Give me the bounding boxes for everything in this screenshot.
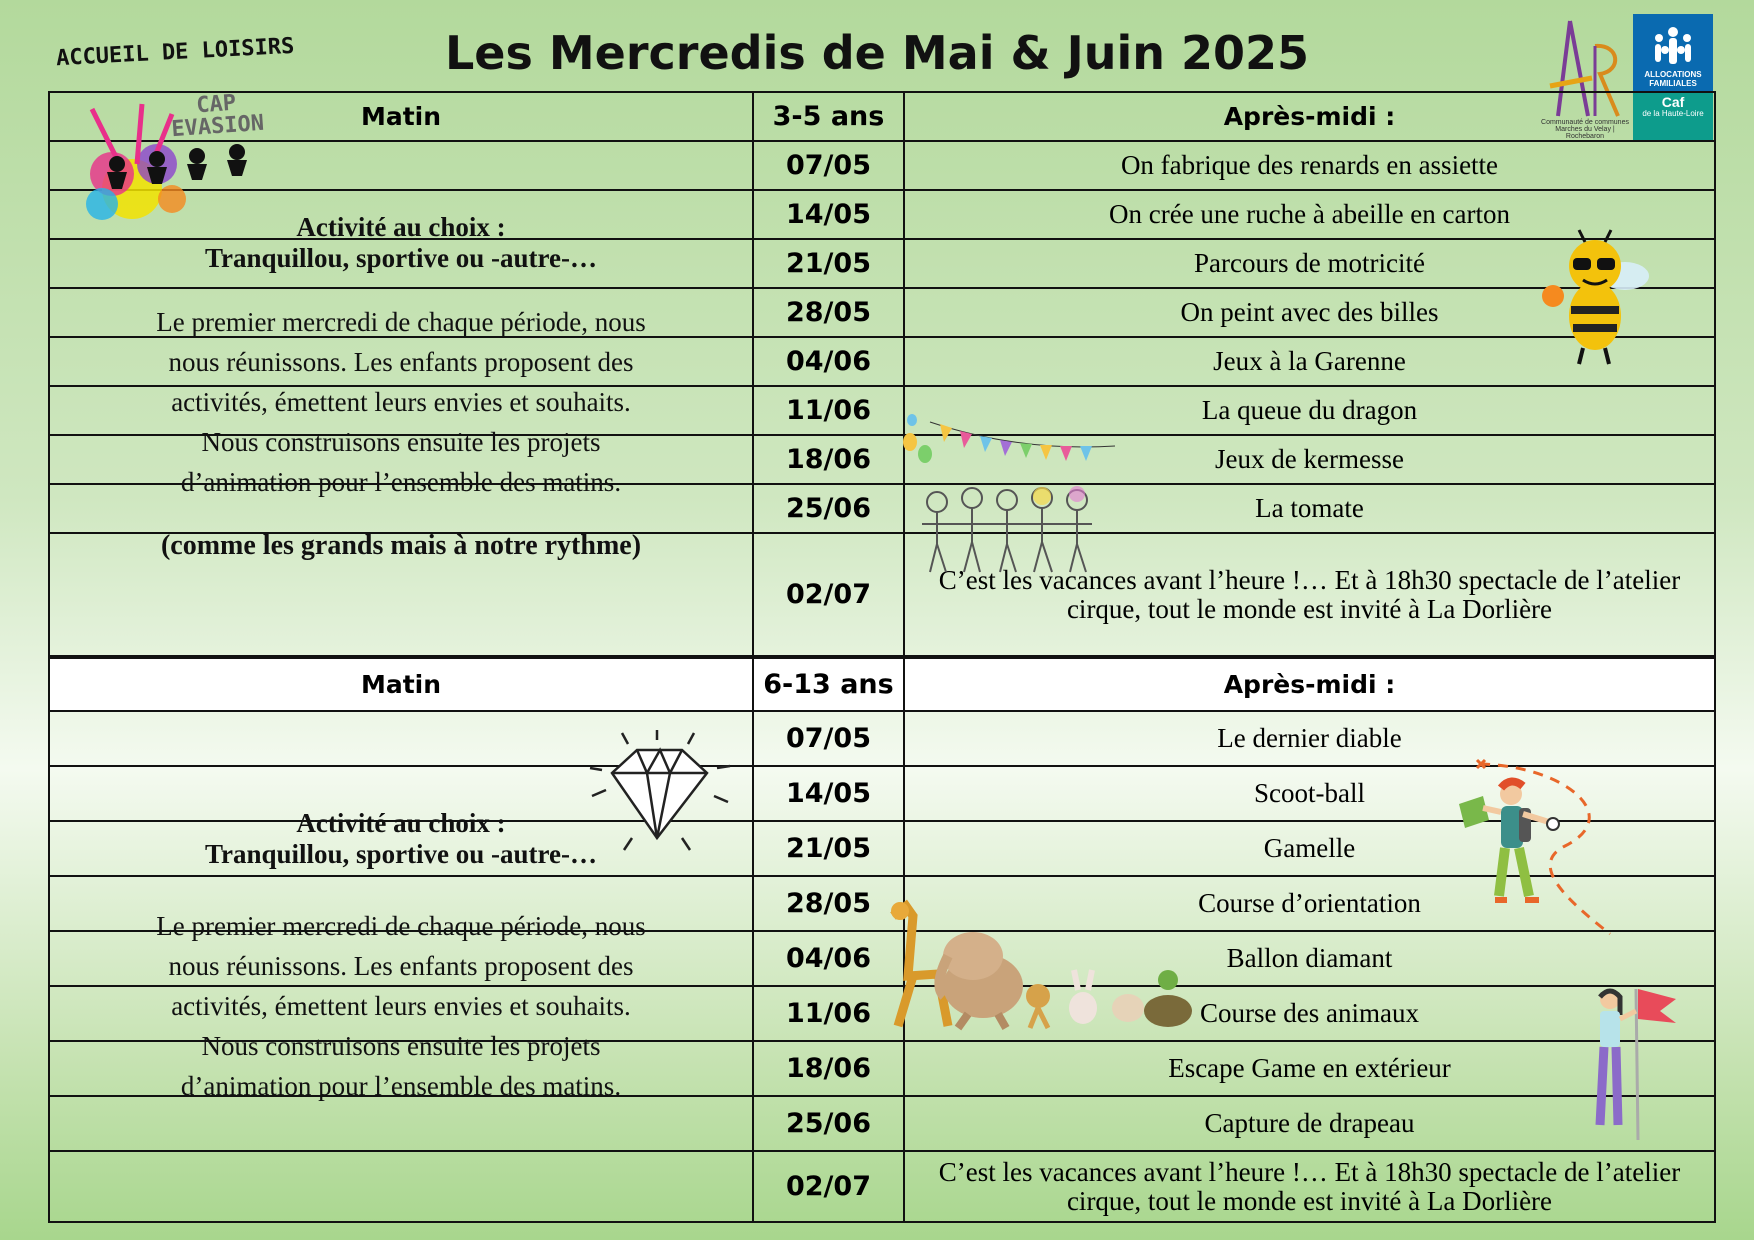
morning-paragraph: Le premier mercredi de chaque période, nous nous réunissons. Les enfants proposent des activités, émettent leurs envies et souhaits. Nous construisons ensuite les projets d’animation pour l’ensemble des matins. <box>156 911 646 1101</box>
row-activity: Course d’orientation <box>1198 888 1421 918</box>
orienteering-icon <box>1445 756 1620 936</box>
caf-tagline: ALLOCATIONS FAMILIALES <box>1644 70 1702 88</box>
row-activity: C’est les vacances avant l’heure !… Et à 18h30 spectacle de l’atelier cirque, tout le monde est invité à La Dorlière <box>938 1156 1681 1216</box>
table-row <box>50 240 1714 289</box>
choice-title: Activité au choix : <box>296 212 506 242</box>
row-activity: Le dernier diable <box>1217 723 1402 753</box>
table-row <box>50 338 1714 387</box>
table-row <box>50 142 1714 191</box>
row-date: 07/05 <box>754 142 905 189</box>
caf-region: de la Haute-Loire <box>1642 109 1704 118</box>
diamond-icon <box>582 728 732 858</box>
row-date: 02/07 <box>754 1152 905 1221</box>
animals-race-icon <box>878 896 1218 1036</box>
row-date: 25/06 <box>754 1097 905 1150</box>
bunting-icon <box>900 412 1120 472</box>
choice-options: Tranquillou, sportive ou -autre-… <box>204 839 598 869</box>
row-activity: Ballon diamant <box>1226 943 1393 973</box>
age-group-header: 3-5 ans <box>754 93 905 140</box>
afternoon-header: Après-midi : <box>1223 102 1396 131</box>
table-row <box>50 1097 1714 1152</box>
bee-illustration <box>1535 228 1655 368</box>
table-row <box>50 1042 1714 1097</box>
row-date: 28/05 <box>754 877 905 930</box>
row-date: 18/06 <box>754 1042 905 1095</box>
row-activity: Capture de drapeau <box>1204 1108 1415 1138</box>
table-row <box>50 534 1714 655</box>
bunting-decoration <box>900 412 1120 472</box>
choice-options: Tranquillou, sportive ou -autre-… <box>204 243 598 273</box>
morning-header: Matin <box>50 659 754 710</box>
hiker-illustration <box>1445 756 1620 936</box>
ar-logo-caption: Communauté de communes Marches du Velay | Rochebaron <box>1541 119 1629 140</box>
row-activity: Scoot-ball <box>1254 778 1365 808</box>
row-activity: Course des animaux <box>1200 998 1419 1028</box>
table-header-row <box>50 659 1714 712</box>
table-row <box>50 289 1714 338</box>
cap-evasion-text: CAP EVASION <box>170 90 265 143</box>
table-row <box>50 1152 1714 1221</box>
schedule-table-3-5 <box>48 91 1716 657</box>
table-row <box>50 191 1714 240</box>
row-activity: La queue du dragon <box>1201 395 1418 425</box>
centre-label: ACCUEIL DE LOISIRS <box>55 33 295 72</box>
row-activity: La tomate <box>1255 493 1364 523</box>
row-activity: On peint avec des billes <box>1180 297 1439 327</box>
table-row <box>50 485 1714 534</box>
flag-icon <box>1576 985 1686 1145</box>
row-date: 14/05 <box>754 767 905 820</box>
row-activity: On crée une ruche à abeille en carton <box>1108 199 1511 229</box>
kids-illustration <box>912 482 1102 582</box>
row-activity: On fabrique des renards en assiette <box>1120 150 1499 180</box>
row-date: 11/06 <box>754 987 905 1040</box>
kids-dancing-icon <box>912 482 1102 582</box>
row-date: 18/06 <box>754 436 905 483</box>
table-row <box>50 436 1714 485</box>
diamond-illustration <box>582 728 732 858</box>
bee-icon <box>1535 228 1655 368</box>
morning-note: (comme les grands mais à notre rythme) <box>160 530 642 561</box>
flag-girl-illustration <box>1576 985 1686 1145</box>
row-date: 04/06 <box>754 932 905 985</box>
row-activity: Jeux de kermesse <box>1215 444 1404 474</box>
table-row <box>50 387 1714 436</box>
row-activity: Escape Game en extérieur <box>1168 1053 1451 1083</box>
row-date: 28/05 <box>754 289 905 336</box>
caf-family-icon <box>1643 24 1703 68</box>
table-header-row <box>50 93 1714 142</box>
caf-name: Caf <box>1661 94 1685 110</box>
row-date: 02/07 <box>754 534 905 655</box>
row-date: 25/06 <box>754 485 905 532</box>
afternoon-header: Après-midi : <box>1223 670 1396 699</box>
row-activity: Parcours de motricité <box>1194 248 1425 278</box>
row-date: 14/05 <box>754 191 905 238</box>
row-activity: C’est les vacances avant l’heure !… Et à 18h30 spectacle de l’atelier cirque, tout le monde est invité à La Dorlière <box>938 564 1681 624</box>
cap-evasion-logo <box>62 90 282 234</box>
row-date: 21/05 <box>754 240 905 287</box>
animals-illustration <box>878 896 1218 1036</box>
choice-title: Activité au choix : <box>296 808 506 838</box>
morning-header: Matin <box>50 93 754 140</box>
page-title: Les Mercredis de Mai & Juin 2025 <box>444 26 1310 80</box>
row-activity: Jeux à la Garenne <box>1213 346 1406 376</box>
row-activity: Gamelle <box>1263 833 1356 863</box>
morning-paragraph: Le premier mercredi de chaque période, nous nous réunissons. Les enfants proposent des activités, émettent leurs envies et souhaits. Nous construisons ensuite les projets d’animation pour l’ensemble des matins. <box>156 307 646 497</box>
age-group-header: 6-13 ans <box>754 659 905 710</box>
row-date: 11/06 <box>754 387 905 434</box>
row-date: 21/05 <box>754 822 905 875</box>
row-date: 04/06 <box>754 338 905 385</box>
row-date: 07/05 <box>754 712 905 765</box>
